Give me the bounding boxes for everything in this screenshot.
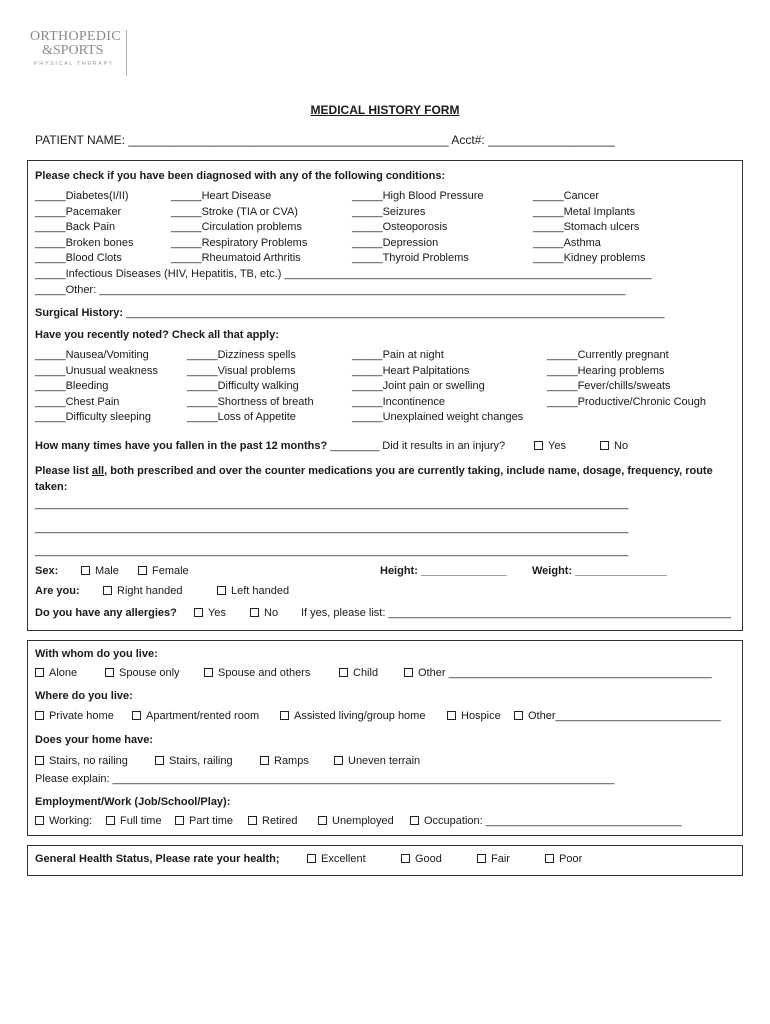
checkbox[interactable] xyxy=(248,816,257,825)
employment-option[interactable] xyxy=(106,815,162,827)
injury-yes-label: Yes xyxy=(548,440,566,452)
checkbox[interactable] xyxy=(35,711,44,720)
condition-item[interactable]: _____Asthma xyxy=(533,237,601,249)
checkbox[interactable] xyxy=(401,854,410,863)
left-handed-label: Left handed xyxy=(231,585,290,597)
employment-heading: Employment/Work (Job/School/Play): xyxy=(35,796,231,808)
sex-female-label: Female xyxy=(152,565,189,577)
allergies-yes-label: Yes xyxy=(208,607,226,619)
residence-option[interactable] xyxy=(280,710,425,722)
option-label: Occupation: ________________________________ xyxy=(424,815,682,827)
option-label: Poor xyxy=(559,853,583,865)
surgical-history-label: Surgical History: xyxy=(35,307,124,319)
medications-blank-line[interactable]: _________________________________________________________________________________________________ xyxy=(35,522,629,534)
right-handed-option[interactable] xyxy=(103,585,182,597)
conditions-heading: Please check if you have been diagnosed with any of the following conditions: xyxy=(35,170,446,182)
option-label: Retired xyxy=(262,815,298,827)
home-feature-option[interactable] xyxy=(334,755,420,767)
condition-item[interactable]: _____Stomach ulcers xyxy=(533,221,640,233)
symptom-item[interactable]: _____Joint pain or swelling xyxy=(352,380,485,392)
condition-item[interactable]: _____Broken bones xyxy=(35,237,134,249)
checkbox[interactable] xyxy=(545,854,554,863)
symptom-item[interactable]: _____Unexplained weight changes xyxy=(352,411,524,423)
handedness-label: Are you: xyxy=(35,585,80,597)
option-label: Excellent xyxy=(321,853,366,865)
infectious-diseases-item[interactable]: _____Infectious Diseases (HIV, Hepatitis, TB, etc.) ____________________________________________________________ xyxy=(35,268,652,280)
sex-female-checkbox[interactable] xyxy=(138,566,147,575)
condition-item[interactable]: _____Metal Implants xyxy=(533,206,636,218)
option-label: Uneven terrain xyxy=(348,755,421,767)
option-label: Working: xyxy=(49,815,93,827)
condition-item[interactable]: _____Seizures xyxy=(352,206,426,218)
symptom-item[interactable]: _____Incontinence xyxy=(352,396,445,408)
left-handed-checkbox[interactable] xyxy=(217,586,226,595)
symptom-item[interactable]: _____Heart Palpitations xyxy=(352,365,470,377)
medications-question-emphasis: all xyxy=(91,465,105,477)
home-feature-option[interactable] xyxy=(155,755,233,767)
sex-female-option[interactable] xyxy=(138,565,189,577)
health-rating-option[interactable] xyxy=(477,853,510,865)
live-with-option[interactable] xyxy=(204,667,310,679)
home-explain-field[interactable]: Please explain: __________________________________________________________________________________ xyxy=(35,773,615,785)
symptom-item[interactable]: _____Unusual weakness xyxy=(35,365,158,377)
condition-item[interactable]: _____Circulation problems xyxy=(171,221,302,233)
injury-yes-option[interactable] xyxy=(534,440,566,452)
falls-row xyxy=(35,440,505,452)
option-label: Private home xyxy=(49,710,114,722)
checkbox[interactable] xyxy=(175,816,184,825)
symptom-item[interactable]: _____Difficulty walking xyxy=(187,380,299,392)
condition-item[interactable]: _____Osteoporosis xyxy=(352,221,448,233)
health-rating-option[interactable] xyxy=(545,853,582,865)
option-label: Full time xyxy=(120,815,162,827)
health-rating-option[interactable] xyxy=(401,853,442,865)
symptom-item[interactable]: _____Hearing problems xyxy=(547,365,665,377)
residence-option[interactable] xyxy=(132,710,259,722)
condition-item[interactable]: _____Heart Disease xyxy=(171,190,272,202)
medications-question-part: , both prescribed and over the counter medications you are currently taking, include name, dosage, frequency, route xyxy=(104,465,713,477)
form-title: MEDICAL HISTORY FORM xyxy=(310,103,460,117)
allergies-no-label: No xyxy=(264,607,279,619)
checkbox[interactable] xyxy=(447,711,456,720)
injury-no-label: No xyxy=(614,440,629,452)
live-with-option[interactable] xyxy=(105,667,180,679)
residence-option[interactable] xyxy=(514,710,721,722)
option-label: Other___________________________ xyxy=(528,710,721,722)
medications-blank-line[interactable]: _________________________________________________________________________________________________ xyxy=(35,498,629,510)
general-health-section xyxy=(27,845,743,876)
left-handed-option[interactable] xyxy=(217,585,289,597)
option-label: Stairs, railing xyxy=(169,755,233,767)
height-field[interactable]: Height: ______________ xyxy=(380,565,507,577)
injury-no-option[interactable] xyxy=(600,440,628,452)
option-label: Spouse and others xyxy=(218,667,311,679)
symptom-item[interactable]: _____Dizziness spells xyxy=(187,349,296,361)
checkbox[interactable] xyxy=(155,756,164,765)
medications-question-part: Please list xyxy=(35,465,92,477)
allergies-yes-option[interactable] xyxy=(194,607,226,619)
symptom-item[interactable]: _____Bleeding xyxy=(35,380,109,392)
option-label: Apartment/rented room xyxy=(146,710,260,722)
checkbox[interactable] xyxy=(132,711,141,720)
condition-item[interactable]: _____Cancer xyxy=(533,190,600,202)
logo-line-1: ORTHOPEDIC xyxy=(30,29,121,44)
live-with-option[interactable] xyxy=(404,667,712,679)
logo-line-2: &SPORTS xyxy=(42,43,104,58)
option-label: Assisted living/group home xyxy=(294,710,426,722)
symptom-item[interactable]: _____Productive/Chronic Cough xyxy=(547,396,706,408)
allergies-no-option[interactable] xyxy=(250,607,278,619)
symptom-item[interactable]: _____Loss of Appetite xyxy=(187,411,296,423)
condition-item[interactable]: _____Kidney problems xyxy=(533,252,646,264)
option-label: Alone xyxy=(49,667,78,679)
option-label: Fair xyxy=(491,853,510,865)
sex-male-option[interactable] xyxy=(81,565,119,577)
medications-blank-line[interactable]: _________________________________________________________________________________________________ xyxy=(35,545,629,557)
symptom-item[interactable]: _____Pain at night xyxy=(352,349,444,361)
health-rating-label: General Health Status, Please rate your health; xyxy=(35,853,280,865)
option-label: Hospice xyxy=(461,710,501,722)
clinic-logo xyxy=(30,30,130,67)
medications-question-line-2: taken: xyxy=(35,481,68,493)
checkbox[interactable] xyxy=(280,711,289,720)
logo-divider xyxy=(126,30,127,76)
checkbox[interactable] xyxy=(334,756,343,765)
logo-line-3: PHYSICAL THERAPY xyxy=(34,61,115,67)
right-handed-label: Right handed xyxy=(117,585,183,597)
option-label: Child xyxy=(353,667,379,679)
allergies-list-field[interactable]: If yes, please list: ________________________________________________________ xyxy=(301,607,732,619)
condition-item[interactable]: _____Diabetes(I/II) xyxy=(35,190,129,202)
symptom-item[interactable]: _____Fever/chills/sweats xyxy=(547,380,671,392)
condition-item[interactable]: _____Back Pain xyxy=(35,221,116,233)
symptom-item[interactable]: _____Difficulty sleeping xyxy=(35,411,151,423)
employment-option[interactable] xyxy=(318,815,394,827)
patient-name-acct-line[interactable]: PATIENT NAME: ________________________________________________ Acct#: ___________________ xyxy=(35,133,615,147)
allergies-no-checkbox[interactable] xyxy=(250,608,259,617)
option-label: Stairs, no railing xyxy=(49,755,128,767)
residence-option[interactable] xyxy=(35,710,114,722)
weight-field[interactable]: Weight: _______________ xyxy=(532,565,667,577)
right-handed-checkbox[interactable] xyxy=(103,586,112,595)
checkbox[interactable] xyxy=(339,668,348,677)
residence-heading: Where do you live: xyxy=(35,690,133,702)
checkbox[interactable] xyxy=(307,854,316,863)
condition-item[interactable]: _____Rheumatoid Arthritis xyxy=(171,252,301,264)
occupation-field[interactable] xyxy=(410,815,682,827)
condition-item[interactable]: _____Blood Clots xyxy=(35,252,122,264)
live-with-option[interactable] xyxy=(35,667,77,679)
sex-label: Sex: xyxy=(35,565,59,577)
option-label: Other ___________________________________________ xyxy=(418,667,712,679)
surgical-history-line[interactable] xyxy=(35,307,664,319)
allergies-label: Do you have any allergies? xyxy=(35,607,177,619)
condition-item[interactable]: _____Thyroid Problems xyxy=(352,252,469,264)
symptom-item[interactable]: _____Chest Pain xyxy=(35,396,120,408)
falls-count-blank[interactable]: ________ xyxy=(330,440,380,452)
condition-item[interactable]: _____Respiratory Problems xyxy=(171,237,308,249)
residence-option[interactable] xyxy=(447,710,501,722)
checkbox[interactable] xyxy=(477,854,486,863)
checkbox[interactable] xyxy=(514,711,523,720)
symptom-item[interactable]: _____Currently pregnant xyxy=(547,349,669,361)
home-features-heading: Does your home have: xyxy=(35,734,153,746)
checkbox[interactable] xyxy=(410,816,419,825)
injury-question: Did it results in an injury? xyxy=(382,440,506,452)
employment-option[interactable] xyxy=(175,815,233,827)
checkbox[interactable] xyxy=(35,668,44,677)
checkbox[interactable] xyxy=(260,756,269,765)
option-label: Unemployed xyxy=(332,815,394,827)
symptoms-heading: Have you recently noted? Check all that apply: xyxy=(35,329,279,341)
checkbox[interactable] xyxy=(106,816,115,825)
home-feature-option[interactable] xyxy=(35,755,128,767)
surgical-history-blank[interactable]: ________________________________________________________________________________________ xyxy=(126,307,665,319)
option-label: Ramps xyxy=(274,755,309,767)
option-label: Good xyxy=(415,853,442,865)
checkbox[interactable] xyxy=(404,668,413,677)
symptom-item[interactable]: _____Visual problems xyxy=(187,365,296,377)
condition-item[interactable]: _____High Blood Pressure xyxy=(352,190,484,202)
sex-male-label: Male xyxy=(95,565,119,577)
employment-option[interactable] xyxy=(35,815,92,827)
sex-male-checkbox[interactable] xyxy=(81,566,90,575)
condition-item[interactable]: _____Pacemaker xyxy=(35,206,122,218)
option-label: Spouse only xyxy=(119,667,180,679)
checkbox[interactable] xyxy=(105,668,114,677)
condition-item[interactable]: _____Stroke (TIA or CVA) xyxy=(171,206,298,218)
option-label: Part time xyxy=(189,815,234,827)
checkbox[interactable] xyxy=(35,816,44,825)
falls-question: How many times have you fallen in the past 12 months? xyxy=(35,440,328,452)
medical-conditions-section xyxy=(27,160,743,631)
live-with-option[interactable] xyxy=(339,667,378,679)
living-situation-section xyxy=(27,640,743,836)
checkbox[interactable] xyxy=(35,756,44,765)
checkbox[interactable] xyxy=(204,668,213,677)
checkbox[interactable] xyxy=(318,816,327,825)
injury-no-checkbox[interactable] xyxy=(600,441,609,450)
injury-yes-checkbox[interactable] xyxy=(534,441,543,450)
employment-option[interactable] xyxy=(248,815,297,827)
symptom-item[interactable]: _____Shortness of breath xyxy=(187,396,314,408)
symptom-item[interactable]: _____Nausea/Vomiting xyxy=(35,349,149,361)
live-with-heading: With whom do you live: xyxy=(35,648,158,660)
health-rating-option[interactable] xyxy=(307,853,366,865)
other-condition-item[interactable]: _____Other: ______________________________________________________________________________________ xyxy=(35,284,626,296)
condition-item[interactable]: _____Depression xyxy=(352,237,439,249)
home-feature-option[interactable] xyxy=(260,755,309,767)
medications-question xyxy=(35,465,713,477)
allergies-yes-checkbox[interactable] xyxy=(194,608,203,617)
